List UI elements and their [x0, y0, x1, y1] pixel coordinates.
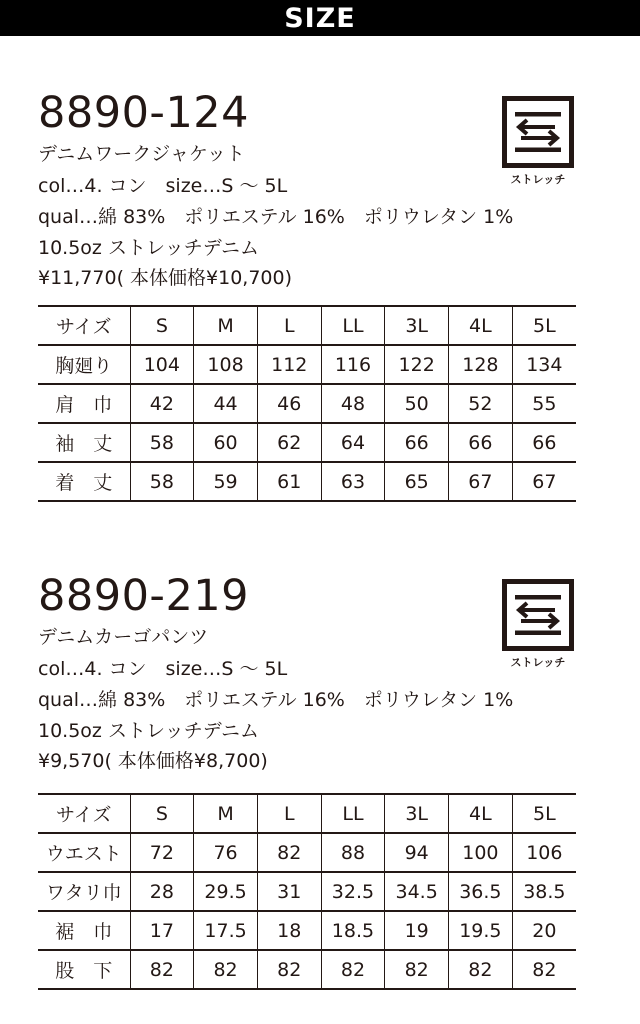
table-cell: 134: [512, 345, 576, 384]
stretch-badge: [502, 96, 574, 186]
product-code: 8890-219: [38, 571, 250, 621]
table-header-row: [38, 306, 576, 345]
size-table: [38, 305, 576, 502]
table-cell: 76: [194, 833, 258, 872]
table-header-cell: 3L: [385, 306, 449, 345]
table-row-label: ウエスト: [38, 833, 130, 872]
table-cell: 18: [257, 911, 321, 950]
product-quality: qual…綿 83% ポリエステル 16% ポリウレタン 1%: [38, 206, 514, 228]
table-cell: 66: [385, 423, 449, 462]
table-cell: 116: [321, 345, 385, 384]
table-cell: 72: [130, 833, 194, 872]
table-cell: 17.5: [194, 911, 258, 950]
table-cell: 55: [512, 384, 576, 423]
table-cell: 128: [449, 345, 513, 384]
product-name: デニムワークジャケット: [38, 143, 245, 165]
table-header-cell: L: [257, 794, 321, 833]
product-fabric: 10.5oz ストレッチデニム: [38, 720, 259, 742]
table-row-label: 裾 巾: [38, 911, 130, 950]
table-cell: 66: [512, 423, 576, 462]
table-row: [38, 950, 576, 989]
stretch-icon: [502, 579, 574, 651]
table-header-cell: サイズ: [38, 794, 130, 833]
table-cell: 63: [321, 462, 385, 501]
table-row: [38, 345, 576, 384]
table-cell: 38.5: [512, 872, 576, 911]
table-cell: 52: [449, 384, 513, 423]
table-cell: 67: [512, 462, 576, 501]
table-cell: 44: [194, 384, 258, 423]
table-cell: 82: [194, 950, 258, 989]
table-header-cell: S: [130, 794, 194, 833]
table-cell: 29.5: [194, 872, 258, 911]
table-cell: 82: [130, 950, 194, 989]
table-row: [38, 872, 576, 911]
table-cell: 64: [321, 423, 385, 462]
table-cell: 60: [194, 423, 258, 462]
table-cell: 32.5: [321, 872, 385, 911]
table-row-label: 胸廻り: [38, 345, 130, 384]
product-price: ¥9,570( 本体価格¥8,700): [38, 750, 268, 772]
table-cell: 82: [321, 950, 385, 989]
table-cell: 94: [385, 833, 449, 872]
table-cell: 82: [449, 950, 513, 989]
table-header-cell: L: [257, 306, 321, 345]
stretch-label: ストレッチ: [510, 656, 566, 669]
table-cell: 65: [385, 462, 449, 501]
table-cell: 108: [194, 345, 258, 384]
table-header-cell: S: [130, 306, 194, 345]
product-quality: qual…綿 83% ポリエステル 16% ポリウレタン 1%: [38, 689, 514, 711]
table-cell: 82: [257, 950, 321, 989]
product-name: デニムカーゴパンツ: [38, 626, 209, 648]
table-cell: 19.5: [449, 911, 513, 950]
table-row-label: 着 丈: [38, 462, 130, 501]
table-cell: 50: [385, 384, 449, 423]
table-row: [38, 911, 576, 950]
table-cell: 88: [321, 833, 385, 872]
table-header-row: [38, 794, 576, 833]
stretch-badge: [502, 579, 574, 669]
table-header-cell: 4L: [449, 306, 513, 345]
table-cell: 28: [130, 872, 194, 911]
table-header-cell: 5L: [512, 794, 576, 833]
table-cell: 106: [512, 833, 576, 872]
table-cell: 31: [257, 872, 321, 911]
size-table: [38, 793, 576, 990]
table-cell: 100: [449, 833, 513, 872]
table-row: [38, 462, 576, 501]
table-header-cell: LL: [321, 306, 385, 345]
product-color-size: col…4. コン size…S 〜 5L: [38, 175, 288, 197]
table-cell: 20: [512, 911, 576, 950]
table-header-cell: サイズ: [38, 306, 130, 345]
table-row: [38, 833, 576, 872]
table-cell: 17: [130, 911, 194, 950]
table-header-cell: M: [194, 794, 258, 833]
size-header-bar: [0, 0, 640, 36]
table-cell: 66: [449, 423, 513, 462]
table-cell: 67: [449, 462, 513, 501]
stretch-label: ストレッチ: [510, 173, 566, 186]
table-cell: 59: [194, 462, 258, 501]
product-color-size: col…4. コン size…S 〜 5L: [38, 658, 288, 680]
table-row-label: 股 下: [38, 950, 130, 989]
table-header-cell: 4L: [449, 794, 513, 833]
table-cell: 58: [130, 423, 194, 462]
table-row-label: 肩 巾: [38, 384, 130, 423]
table-row: [38, 423, 576, 462]
table-cell: 42: [130, 384, 194, 423]
table-cell: 36.5: [449, 872, 513, 911]
table-row: [38, 384, 576, 423]
table-header-cell: M: [194, 306, 258, 345]
table-cell: 58: [130, 462, 194, 501]
table-header-cell: LL: [321, 794, 385, 833]
product-price: ¥11,770( 本体価格¥10,700): [38, 267, 293, 289]
table-cell: 62: [257, 423, 321, 462]
table-cell: 34.5: [385, 872, 449, 911]
table-cell: 18.5: [321, 911, 385, 950]
table-cell: 46: [257, 384, 321, 423]
product-code: 8890-124: [38, 88, 250, 138]
table-header-cell: 5L: [512, 306, 576, 345]
page-title: SIZE: [284, 2, 356, 34]
table-cell: 48: [321, 384, 385, 423]
stretch-icon: [502, 96, 574, 168]
table-cell: 104: [130, 345, 194, 384]
product-fabric: 10.5oz ストレッチデニム: [38, 237, 259, 259]
table-cell: 61: [257, 462, 321, 501]
table-cell: 122: [385, 345, 449, 384]
table-header-cell: 3L: [385, 794, 449, 833]
table-row-label: ワタリ巾: [38, 872, 130, 911]
table-cell: 82: [257, 833, 321, 872]
table-cell: 112: [257, 345, 321, 384]
table-cell: 82: [512, 950, 576, 989]
table-cell: 19: [385, 911, 449, 950]
table-cell: 82: [385, 950, 449, 989]
table-row-label: 袖 丈: [38, 423, 130, 462]
